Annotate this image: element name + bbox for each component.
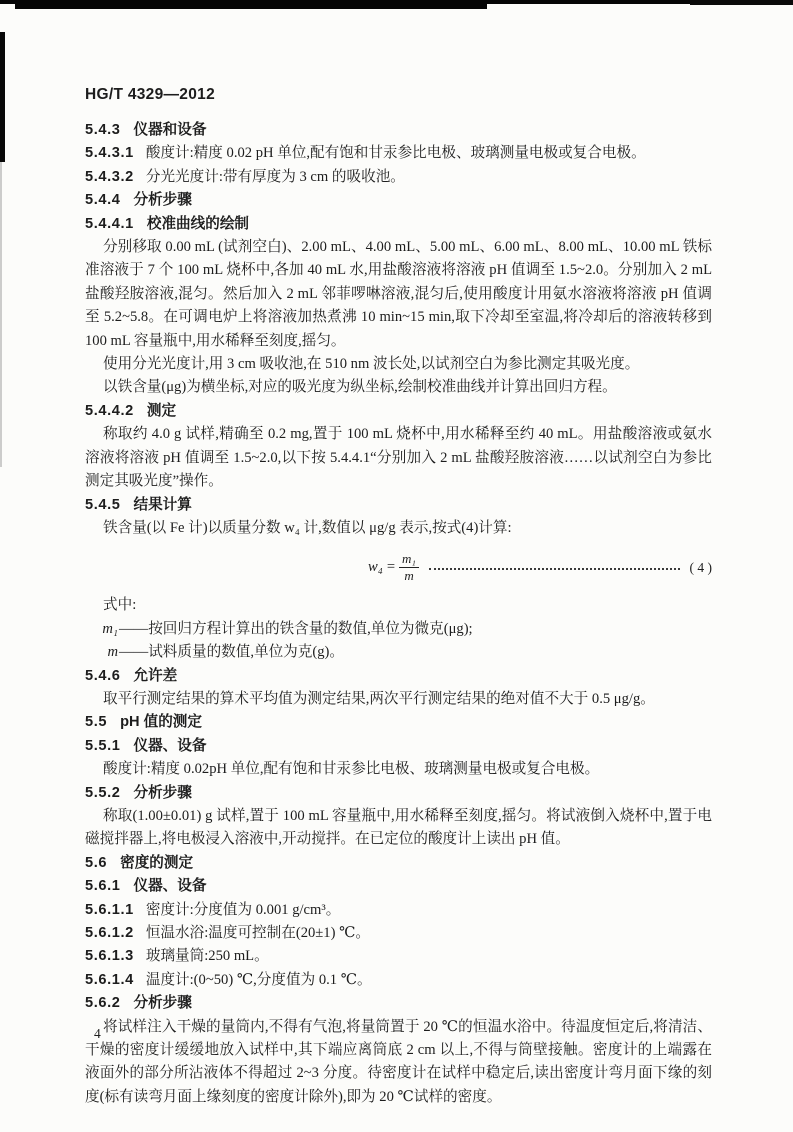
clause-number: 5.6.1.1 (85, 901, 134, 918)
heading-title: 分析步骤 (133, 192, 192, 209)
clause-item (85, 166, 712, 189)
paragraph-text: 铁含量(以 Fe 计)以质量分数 w₄ 计,数值以 μg/g 表示,按式(4)计算: (103, 519, 512, 536)
clause-number: 5.6.1 (85, 878, 121, 895)
clause-number: 5.4.6 (85, 667, 121, 684)
heading-title: 结果计算 (133, 496, 192, 513)
section-heading (85, 189, 712, 212)
definition-text: ——按回归方程计算出的铁含量的数值,单位为微克(μg); (119, 620, 473, 637)
paragraph (85, 688, 712, 711)
heading-title: 允许差 (133, 667, 178, 684)
clause-number: 5.4.5 (85, 496, 121, 513)
paragraph (85, 423, 712, 493)
clause-number: 5.4.3.2 (85, 168, 134, 185)
paragraph-text: 将试样注入干燥的量筒内,不得有气泡,将量筒置于 20 ℃的恒温水浴中。待温度恒定后,将清洁、干燥的密度计缓缓地放入试样中,其下端应离筒底 2 cm 以上,不得与筒壁接触。密度计的上端露在液面外的部分所沾液体不得超过 2~3 分度。待密度计在试样中稳定后,读出密度计弯月面下缘的刻度(标有读弯月面上缘刻度的密度计除外),即为 20 ℃试样的密度。 (85, 1018, 712, 1105)
symbol-definition (85, 618, 712, 641)
fraction (399, 551, 419, 585)
heading-title: 仪器、设备 (133, 737, 207, 754)
heading-title: pH 值的测定 (120, 714, 202, 731)
clause-number: 5.4.4.2 (85, 402, 134, 419)
section-heading (85, 782, 712, 805)
equation-number: ( 4 ) (689, 559, 712, 575)
clause-item (85, 142, 712, 165)
clause-text: 玻璃量筒:250 mL。 (145, 948, 269, 965)
section-heading (85, 119, 712, 142)
heading-title: 校准曲线的绘制 (146, 215, 250, 232)
clause-text: 密度计:分度值为 0.001 g/cm³。 (145, 901, 341, 918)
paragraph-text: 式中: (103, 597, 137, 614)
formula-lhs: w₄ (368, 558, 383, 575)
clause-text: 分光光度计:带有厚度为 3 cm 的吸收池。 (145, 168, 405, 185)
section-heading (85, 735, 712, 758)
scan-artifact-top-edge-thick (15, 0, 487, 9)
heading-title: 测定 (146, 402, 177, 419)
paragraph-text: 分别移取 0.00 mL (试剂空白)、2.00 mL、4.00 mL、5.00 mL、6.00 mL、8.00 mL、10.00 mL 铁标准溶液于 7 个 100 mL 烧杯中,各加 40 mL 水,用盐酸溶液将溶液 pH 值调至 1.5~2.0。分别加入 2 mL 盐酸羟胺溶液,混匀。然后加入 2 mL 邻菲啰啉溶液,混匀后,使用酸度计用氨水溶液将溶液 pH 值调至 5.2~5.8。在可调电炉上将溶液加热煮沸 10 min~15 min,取下冷却至室温,将冷却后的溶液转移到 100 mL 容量瓶中,用水稀释至刻度,摇匀。 (85, 239, 712, 349)
page-number: 4 (94, 1026, 101, 1041)
paragraph-text: 称取约 4.0 g 试样,精确至 0.2 mg,置于 100 mL 烧杯中,用水稀释至约 40 mL。用盐酸溶液或氨水溶液将溶液 pH 值调至 1.5~2.0,以下按 5.4.4.1“分别加入 2 mL 盐酸羟胺溶液……以试剂空白为参比测定其吸光度”操作。 (85, 426, 712, 490)
clause-number: 5.6.2 (85, 995, 121, 1012)
clause-text: 恒温水浴:温度可控制在(20±1) ℃。 (145, 925, 371, 941)
symbol: m₁ (102, 620, 118, 637)
heading-title: 仪器和设备 (133, 122, 207, 138)
paragraph (85, 517, 712, 540)
section-heading (85, 875, 712, 898)
definition-text: ——试料质量的数值,单位为克(g)。 (119, 644, 344, 661)
clause-number: 5.5.1 (85, 737, 121, 754)
fraction-numerator: m₁ (399, 551, 419, 568)
paragraph (85, 758, 712, 781)
heading-title: 分析步骤 (133, 784, 192, 801)
paragraph (85, 236, 712, 353)
paragraph-text: 酸度计:精度 0.02pH 单位,配有饱和甘汞参比电极、玻璃测量电极或复合电极。 (103, 761, 600, 778)
paragraph-text: 以铁含量(μg)为横坐标,对应的吸光度为纵坐标,绘制校准曲线并计算出回归方程。 (103, 379, 617, 396)
scan-artifact-left-bar (0, 32, 5, 162)
section-heading (85, 494, 712, 517)
scan-artifact-top-edge-right (690, 0, 793, 5)
clause-text: 温度计:(0~50) ℃,分度值为 0.1 ℃。 (145, 971, 372, 988)
section-heading (85, 992, 712, 1015)
section-heading (85, 852, 712, 875)
section-heading (85, 400, 712, 423)
section-heading (85, 213, 712, 236)
clause-item (85, 922, 712, 945)
clause-number: 5.5.2 (85, 784, 121, 801)
clause-item (85, 945, 712, 968)
fraction-denominator: m (404, 567, 414, 583)
symbol: m (107, 644, 118, 661)
equation (85, 540, 712, 594)
section-heading (85, 665, 712, 688)
paragraph (85, 376, 712, 399)
scan-artifact-left-smudge (0, 162, 2, 467)
paragraph-text: 称取(1.00±0.01) g 试样,置于 100 mL 容量瓶中,用水稀释至刻度,摇匀。将试液倒入烧杯中,置于电磁搅拌器上,将电极浸入溶液中,开动搅拌。在已定位的酸度计上读出 pH 值。 (85, 807, 712, 848)
clause-number: 5.5 (85, 714, 108, 731)
clause-number: 5.4.3 (85, 122, 121, 138)
heading-title: 密度的测定 (120, 854, 194, 871)
clause-item (85, 899, 712, 922)
heading-title: 仪器、设备 (133, 878, 207, 895)
clause-number: 5.6.1.2 (85, 925, 134, 941)
section-heading (85, 711, 712, 734)
clause-number: 5.4.3.1 (85, 145, 134, 162)
clause-number: 5.4.4 (85, 192, 121, 209)
dotted-leader (429, 568, 680, 570)
text-line (85, 594, 712, 617)
heading-title: 分析步骤 (133, 995, 192, 1012)
equals-sign: = (386, 558, 396, 575)
paragraph (85, 805, 712, 852)
clause-number: 5.6 (85, 854, 108, 871)
paragraph-text: 使用分光光度计,用 3 cm 吸收池,在 510 nm 波长处,以试剂空白为参比测定其吸光度。 (103, 356, 640, 373)
clause-number: 5.6.1.4 (85, 971, 134, 988)
standard-number-header: HG/T 4329—2012 (85, 86, 215, 103)
paragraph (85, 1016, 712, 1110)
clause-number: 5.4.4.1 (85, 215, 134, 232)
clause-text: 酸度计:精度 0.02 pH 单位,配有饱和甘汞参比电极、玻璃测量电极或复合电极。 (145, 145, 646, 162)
symbol-definition (85, 641, 712, 664)
document-body (85, 119, 712, 1109)
clause-item (85, 969, 712, 992)
paragraph (85, 353, 712, 376)
paragraph-text: 取平行测定结果的算术平均值为测定结果,两次平行测定结果的绝对值不大于 0.5 μg/g。 (103, 690, 655, 707)
clause-number: 5.6.1.3 (85, 948, 134, 965)
